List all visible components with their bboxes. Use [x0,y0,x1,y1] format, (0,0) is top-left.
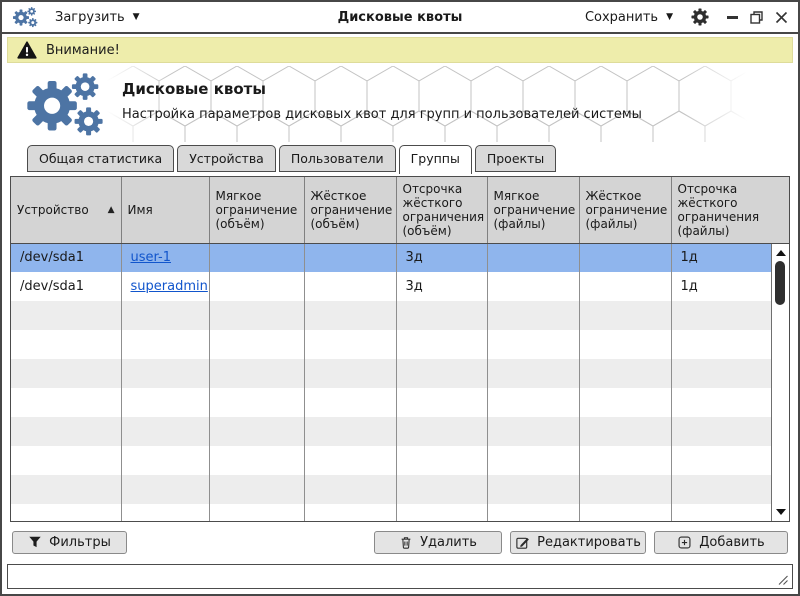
close-icon [775,11,788,24]
minimize-button[interactable] [727,16,738,19]
column-header[interactable]: Мягкое ограничение (объём) [209,177,304,243]
edit-pencil-icon [515,535,530,550]
funnel-icon [28,535,42,549]
table-header-row [11,177,789,243]
minimize-icon [727,16,738,19]
status-bar [7,564,793,589]
save-menu-label: Сохранить [584,9,659,25]
close-button[interactable] [775,11,788,24]
load-menu-button[interactable] [55,10,140,25]
empty-table-row [11,330,789,359]
empty-table-row [11,446,789,475]
column-header[interactable]: Жёсткое ограничение (объём) [304,177,396,243]
page-subtitle: Настройка параметров дисковых квот для групп и пользователей системы [122,107,642,122]
warning-triangle-icon [17,41,37,59]
warning-banner [7,37,793,63]
table-row[interactable]: /dev/sda1 user-1 3д 1д [11,243,789,272]
page-title: Дисковые квоты [122,80,266,98]
empty-table-row [11,388,789,417]
column-header[interactable]: Отсрочка жёсткого ограничения (файлы) [671,177,789,243]
scrollbar-thumb[interactable] [775,261,785,305]
empty-table-row [11,475,789,504]
tab-3-active[interactable]: Группы [399,145,472,174]
add-button[interactable] [654,531,788,554]
chevron-down-icon: ▼ [132,11,140,22]
edit-button-label: Редактировать [537,534,641,550]
tab-2[interactable]: Пользователи [279,145,396,172]
gear-icon [691,8,709,26]
chevron-down-icon: ▼ [666,11,673,22]
quota-table-area [10,176,790,522]
maximize-button[interactable] [750,11,763,24]
name-link[interactable]: user-1 [130,250,171,266]
column-header[interactable]: Имя [121,177,209,243]
action-bar [2,525,798,559]
table-body [11,243,789,522]
empty-table-row [11,504,789,522]
vertical-scrollbar[interactable] [771,244,789,521]
app-gears-icon [12,6,39,28]
gears-logo-icon [22,71,110,137]
tab-1[interactable]: Устройства [177,145,276,172]
delete-button-label: Удалить [420,534,477,550]
restore-icon [750,11,763,24]
save-menu-button[interactable] [585,10,673,25]
name-link[interactable]: superadmin [130,279,208,294]
scroll-down-button[interactable] [772,505,789,519]
triangle-down-icon [776,509,786,515]
delete-button[interactable] [374,531,502,554]
triangle-up-icon [776,250,786,256]
trash-icon [399,535,413,550]
column-header[interactable]: Жёсткое ограничение (файлы) [579,177,671,243]
empty-table-row [11,417,789,446]
empty-table-row [11,359,789,388]
page-header [2,66,798,142]
load-menu-label: Загрузить [55,9,125,25]
sort-ascending-icon: ▲ [107,204,115,215]
plus-square-icon [677,535,692,550]
column-header[interactable]: Устройство ▲ [11,177,121,243]
warning-text: Внимание! [46,42,120,58]
titlebar [2,2,798,34]
resize-grip[interactable] [777,574,789,586]
empty-table-row [11,301,789,330]
scroll-up-button[interactable] [772,246,789,260]
filters-button[interactable] [12,531,127,554]
tab-4[interactable]: Проекты [475,145,556,172]
tab-bar [2,142,798,172]
table-row[interactable]: /dev/sda1 superadmin 3д 1д [11,272,789,301]
settings-gear-button[interactable] [691,8,709,26]
edit-button[interactable] [510,531,646,554]
filters-button-label: Фильтры [49,534,111,550]
quota-table [11,177,789,522]
window-title: Дисковые квоты [337,9,463,25]
column-header[interactable]: Мягкое ограничение (файлы) [487,177,579,243]
column-header[interactable]: Отсрочка жёсткого ограничения (объём) [396,177,487,243]
add-button-label: Добавить [699,534,765,550]
tab-0[interactable]: Общая статистика [27,145,174,172]
